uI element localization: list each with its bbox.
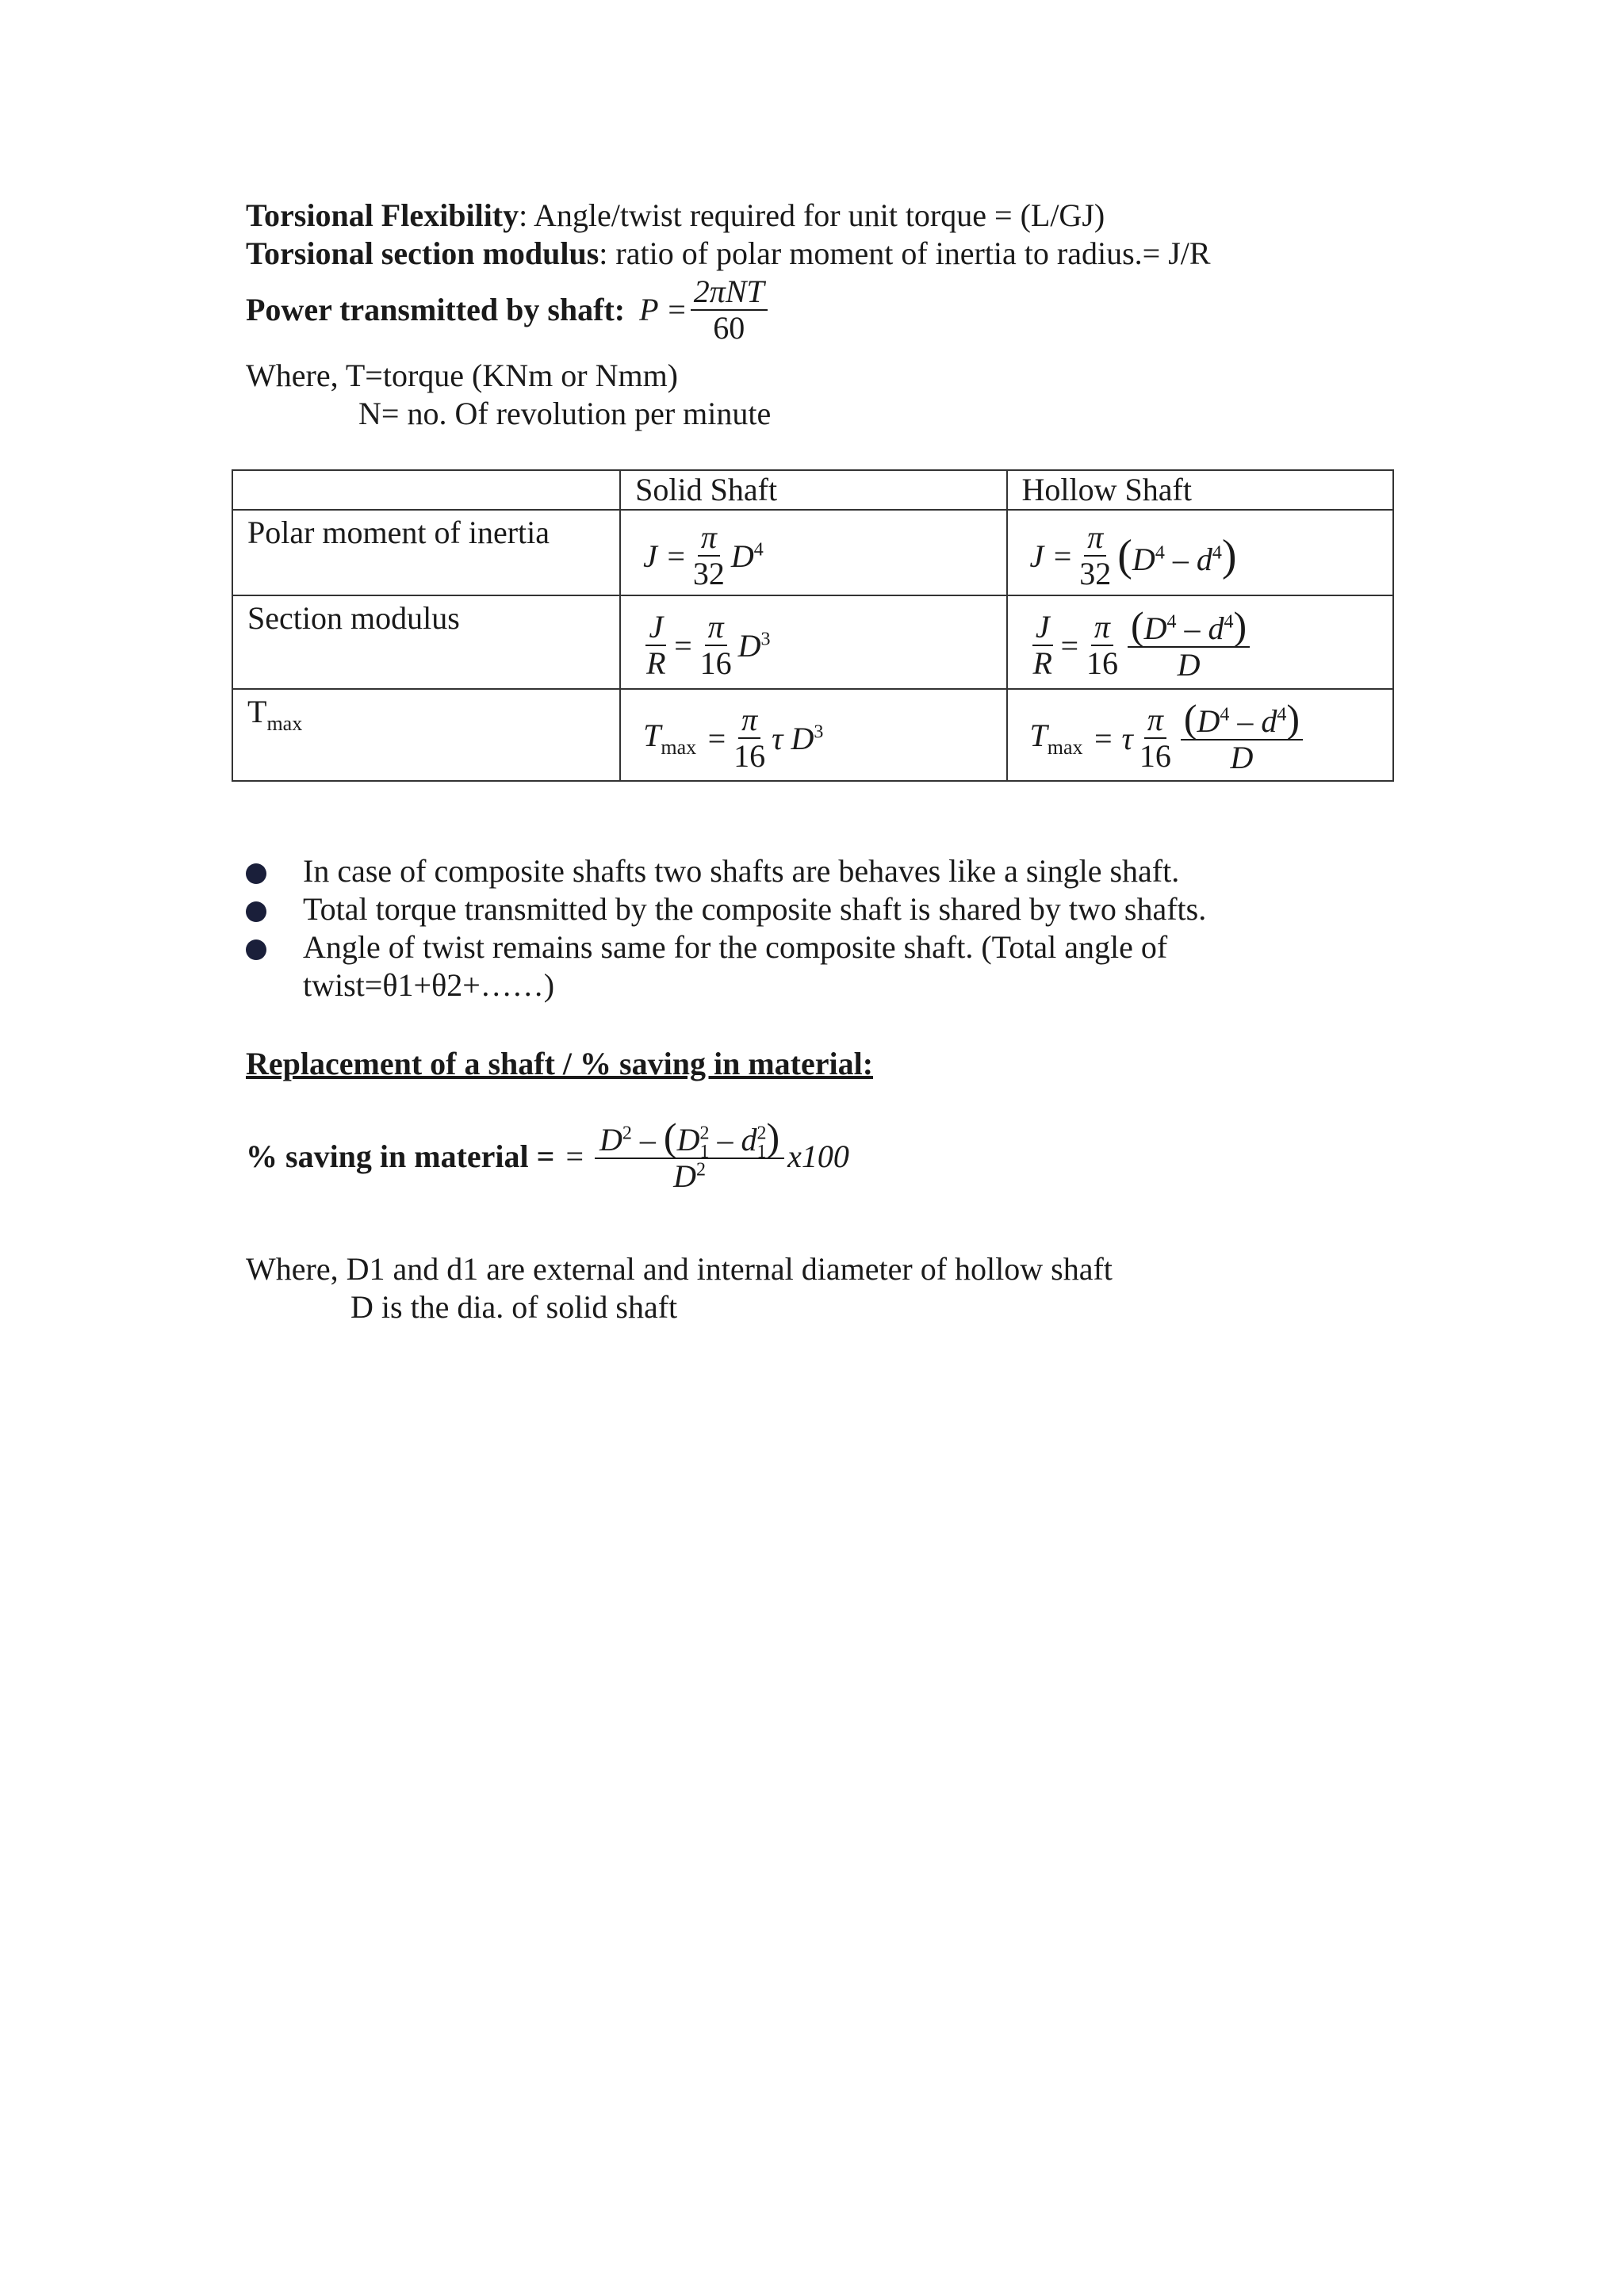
table-header-hollow: Hollow Shaft (1007, 470, 1393, 510)
table-row (232, 595, 1393, 689)
list-item: In case of composite shafts two shafts are behaves like a single shaft. (243, 852, 1274, 890)
bullet-dot-icon (246, 939, 266, 960)
table-row (232, 510, 1393, 595)
replacement-heading: Replacement of a shaft / % saving in material: (246, 1046, 874, 1081)
power-lhs: P = (639, 292, 688, 327)
tmax-label: T (247, 694, 267, 729)
shaft-formula-table (232, 469, 1394, 782)
row-label-tmax (232, 689, 620, 781)
saving-fraction: $\frac{D^2 - (D^2_1 - d^2_1)}{D^2}$ (595, 1119, 784, 1194)
table-row (232, 689, 1393, 781)
tmax-label-sub: max (266, 712, 303, 735)
modulus-term: Torsional section modulus (246, 235, 599, 271)
torsional-modulus-line (246, 235, 1211, 273)
solid-tmax-formula: $T_{max}$ = $\frac{\pi}{16}$ τ $D^3$ (620, 689, 1006, 781)
bullet-dot-icon (246, 863, 266, 884)
saving-formula-line: % saving in material = = $\frac{D^2 - (D^2_1 - d^2_1)}{D^2}$ x100 (246, 1115, 849, 1194)
row-label-modulus: Section modulus (232, 595, 620, 689)
table-header-empty (232, 470, 620, 510)
list-item: Total torque transmitted by the composite shaft is shared by two shafts. (243, 890, 1274, 928)
torsional-flexibility-line (246, 197, 1105, 235)
modulus-text: : ratio of polar moment of inertia to radius.= J/R (599, 235, 1211, 271)
power-denominator: 60 (713, 310, 745, 346)
power-term: Power transmitted by shaft: (246, 292, 626, 327)
bullet-dot-icon (246, 901, 266, 922)
hollow-polar-formula: J = $\frac{\pi}{32}$ $(D^4 - d^4)$ (1007, 510, 1393, 595)
solid-dia-line: D is the dia. of solid shaft (350, 1289, 678, 1325)
list-item: Angle of twist remains same for the composite shaft. (Total angle of twist=θ1+θ2+……) (243, 928, 1274, 1004)
flex-text: : Angle/twist required for unit torque = (L/GJ) (519, 197, 1105, 233)
solid-modulus-formula: $\frac{J}{R}$ = $\frac{\pi}{16}$ $D^3$ (620, 595, 1006, 689)
table-header-row (232, 470, 1393, 510)
hollow-modulus-formula: $\frac{J}{R}$ = $\frac{\pi}{16}$ $\frac{(D^4 - d^4)}{D}$ (1007, 595, 1393, 689)
where-diameter-line: Where, D1 and d1 are external and internal diameter of hollow shaft (246, 1251, 1113, 1287)
where-torque-line: Where, T=torque (KNm or Nmm) (246, 358, 678, 393)
composite-shaft-bullets (243, 852, 1274, 1004)
saving-label: % saving in material = (246, 1138, 555, 1174)
revolution-line: N= no. Of revolution per minute (358, 396, 772, 431)
flex-term: Torsional Flexibility (246, 197, 519, 233)
saving-tail: x100 (787, 1138, 849, 1174)
solid-polar-formula: J = $\frac{\pi}{32}$ $D^4$ (620, 510, 1006, 595)
hollow-tmax-formula: $T_{max}$ = τ $\frac{\pi}{16}$ $\frac{(D^4 - d^4)}{D}$ (1007, 689, 1393, 781)
power-line (246, 274, 771, 346)
power-numerator: 2πNT (691, 274, 768, 311)
table-header-solid: Solid Shaft (620, 470, 1006, 510)
row-label-polar: Polar moment of inertia (232, 510, 620, 595)
power-fraction (691, 274, 768, 346)
